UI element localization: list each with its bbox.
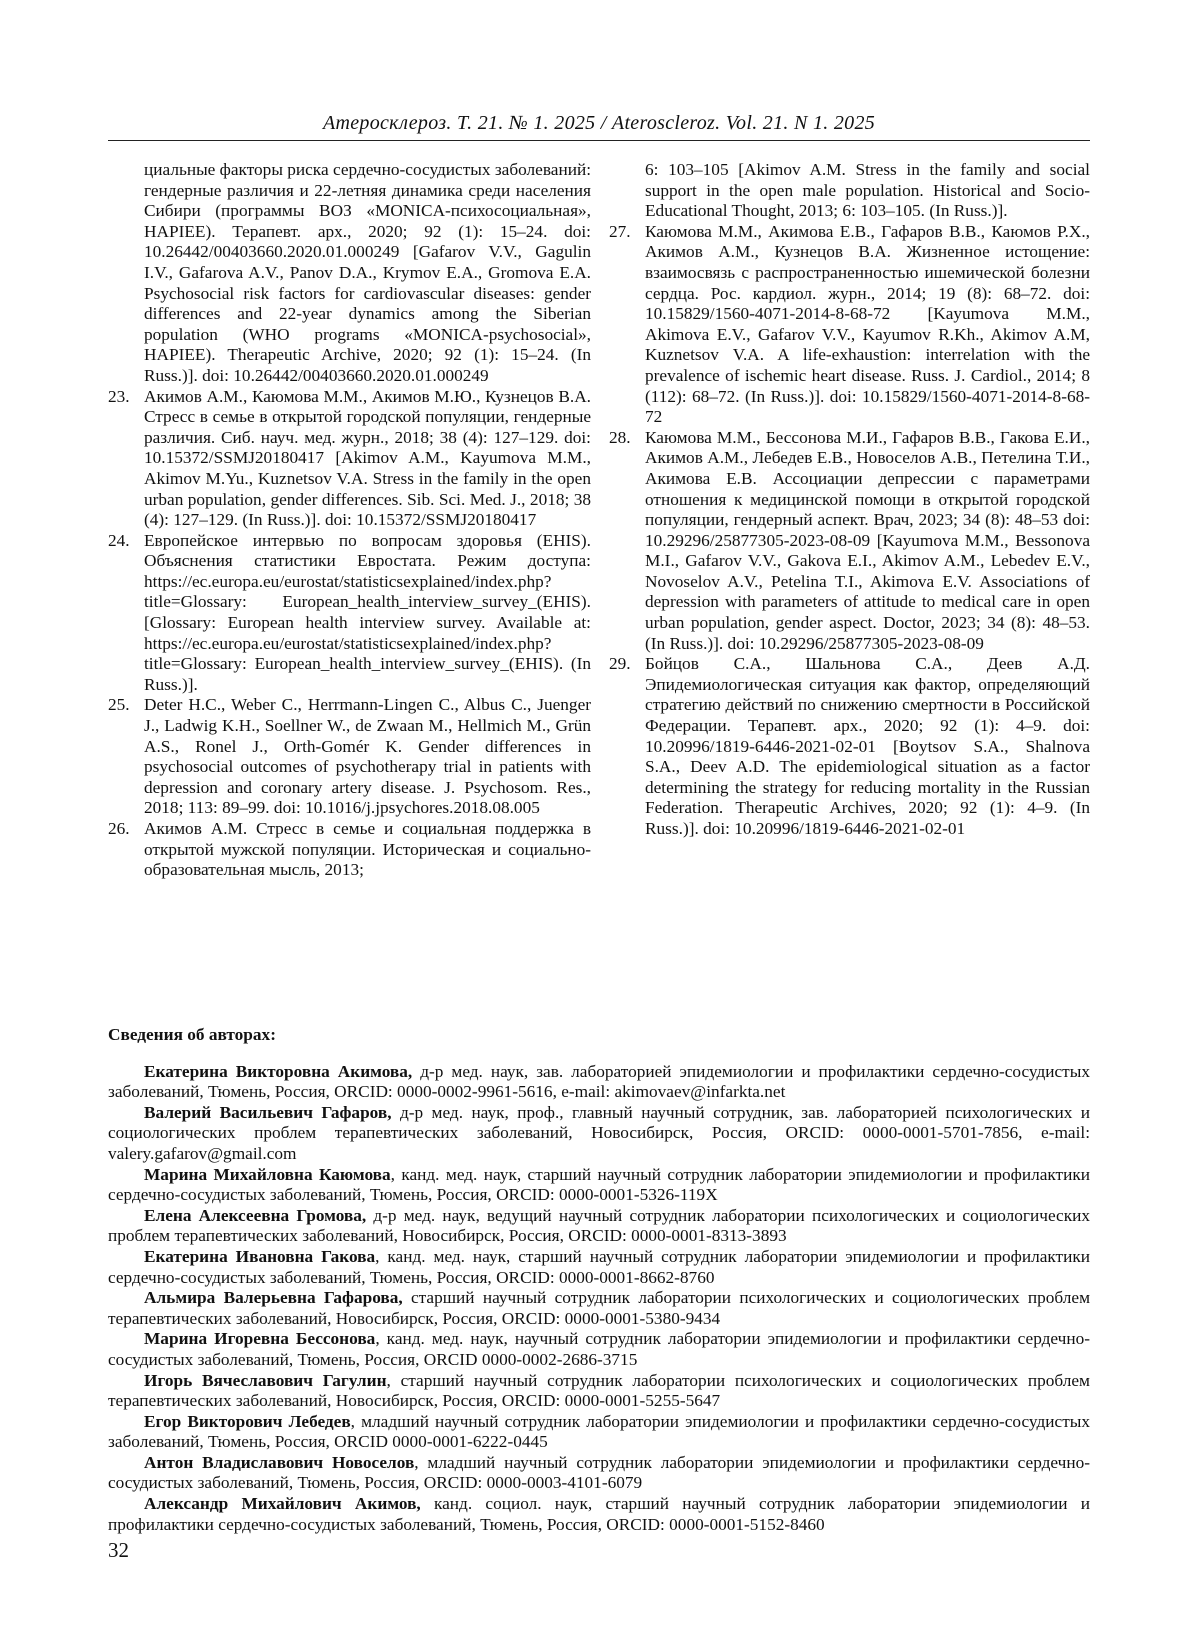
reference-text: 6: 103–105 [Akimov A.M. Stress in the family and social support in the open male population. Historical and Socio-Educational Thought, 2013; 6: 103–105. (In Russ.)]. xyxy=(645,160,1090,221)
author-details: , младший научный сотрудник лаборатории эпидемиологии и профилактики сердечно-сосудистых заболеваний, Тюмень, Россия, ORCID 0000-0001-6222-0445 xyxy=(108,1411,1090,1452)
author-entry xyxy=(108,1453,1090,1494)
author-entry xyxy=(108,1247,1090,1288)
author-name: Екатерина Ивановна Гакова xyxy=(144,1246,376,1266)
reference-item xyxy=(108,819,591,881)
author-details: , старший научный сотрудник лаборатории психологических и социологических проблем терапевтических заболеваний, Новосибирск, Россия, ORCID: 0000-0001-5255-5647 xyxy=(108,1370,1090,1411)
references-column-right xyxy=(609,160,1090,840)
author-entry xyxy=(108,1062,1090,1103)
author-details: , младший научный сотрудник лаборатории эпидемиологии и профилактики сердечно-сосудистых заболеваний, Тюмень, Россия, ORCID: 0000-0003-4101-6079 xyxy=(108,1452,1090,1493)
author-name: Екатерина Викторовна Акимова, xyxy=(144,1061,413,1081)
author-details: д-р мед. наук, зав. лабораторией эпидемиологии и профилактики сердечно-сосудистых заболеваний, Тюмень, Россия, ORCID: 0000-0002-9961-5616, e-mail: akimovaev@infarkta.net xyxy=(108,1061,1090,1102)
reference-item xyxy=(108,531,591,696)
page-number: 32 xyxy=(108,1538,129,1562)
author-details: , канд. мед. наук, старший научный сотрудник лаборатории эпидемиологии и профилактики сердечно-сосудистых заболеваний, Тюмень, Россия, ORCID: 0000-0001-8662-8760 xyxy=(108,1246,1091,1287)
author-name: Александр Михайлович Акимов, xyxy=(144,1494,421,1514)
reference-text: Акимов А.М., Каюмова М.М., Акимов М.Ю., Кузнецов В.А. Стресс в семье в открытой городской популяции, гендерные различия. Сиб. науч. мед. журн., 2018; 38 (4): 127–129. doi: 10.15372/SSMJ20180417 [Akimov A.M., Kayumova M.M., Akimov M.Yu., Kuznetsov V.A. Stress in the family in the open urban population, gender differences. Sib. Sci. Med. J., 2018; 38 (4): 127–129. (In Russ.)]. doi: 10.15372/SSMJ20180417 xyxy=(144,386,591,530)
author-details: канд. социол. наук, старший научный сотрудник лаборатории эпидемиологии и профилактики сердечно-сосудистых заболеваний, Тюмень, Россия, ORCID: 0000-0001-5152-8460 xyxy=(108,1494,1090,1534)
reference-number: 23. xyxy=(108,386,130,406)
reference-text: Акимов А.М. Стресс в семье и социальная поддержка в открытой мужской популяции. Историческая и социально-образовательная мысль, 2013; xyxy=(144,819,591,880)
reference-item xyxy=(108,695,591,819)
reference-item xyxy=(609,160,1090,222)
reference-item xyxy=(108,387,591,531)
reference-item xyxy=(609,222,1090,428)
author-entry xyxy=(108,1288,1090,1329)
author-entry xyxy=(108,1206,1090,1247)
author-entry xyxy=(108,1371,1090,1412)
author-details: , канд. мед. наук, научный сотрудник лаборатории эпидемиологии и профилактики сердечно-сосудистых заболеваний, Тюмень, Россия, ORCID 0000-0002-2686-3715 xyxy=(108,1329,1090,1369)
author-details: , канд. мед. наук, старший научный сотрудник лаборатории эпидемиологии и профилактики сердечно-сосудистых заболеваний, Тюмень, Россия, ORCID: 0000-0001-5326-119X xyxy=(108,1164,1090,1205)
author-entry xyxy=(108,1103,1090,1165)
reference-text: Deter H.C., Weber C., Herrmann-Lingen C., Albus C., Juenger J., Ladwig K.H., Soellner W., de Zwaan M., Hellmich M., Grün A.S., Ronel J., Orth-Gomér K. Gender differences in psychosocial outcomes of psychotherapy trial in patients with depression and coronary artery disease. J. Psychosom. Res., 2018; 113: 89–99. doi: 10.1016/j.jpsychores.2018.08.005 xyxy=(144,695,591,818)
author-name: Марина Михайловна Каюмова xyxy=(144,1164,391,1184)
author-name: Альмира Валерьевна Гафарова, xyxy=(144,1288,403,1308)
reference-number: 28. xyxy=(609,427,631,447)
header-rule xyxy=(108,140,1090,141)
reference-item xyxy=(609,428,1090,655)
author-name: Марина Игоревна Бессонова xyxy=(144,1329,376,1349)
references-column-left xyxy=(108,160,591,881)
running-header: Атеросклероз. Т. 21. № 1. 2025 / Ateroscleroz. Vol. 21. N 1. 2025 xyxy=(322,112,876,134)
author-details: д-р мед. наук, ведущий научный сотрудник лаборатории психологических и социологических проблем терапевтических заболеваний, Новосибирск, Россия, ORCID: 0000-0001-8313-3893 xyxy=(108,1205,1090,1246)
author-name: Антон Владиславович Новоселов xyxy=(144,1452,415,1472)
author-entry xyxy=(108,1412,1090,1453)
author-name: Егор Викторович Лебедев xyxy=(144,1411,351,1431)
reference-text: циальные факторы риска сердечно-сосудистых заболеваний: гендерные различия и 22-летняя динамика среди населения Сибири (программы ВОЗ «MONICA-психосоциальная», HAPIEE). Терапевт. арх., 2020; 92 (1): 15–24. doi: 10.26442/00403660.2020.01.000249 [Gafarov V.V., Gagulin I.V., Gafarova A.V., Panov D.A., Krymov E.A., Gromova E.A. Psychosocial risk factors for cardiovascular diseases: gender differences and 22-year dynamics among the Siberian population (WHO programs «MONICA-psychosocial», HAPIEE). Therapeutic Archive, 2020; 92 (1): 15–24. (In Russ.)]. doi: 10.26442/00403660.2020.01.000249 xyxy=(144,160,591,385)
authors-heading: Сведения об авторах: xyxy=(108,1025,276,1044)
authors-section xyxy=(108,1025,1090,1535)
reference-number: 29. xyxy=(609,654,631,674)
author-entry xyxy=(108,1329,1090,1370)
author-details: д-р мед. наук, проф., главный научный сотрудник, зав. лабораторией психологических и социологических проблем терапевтических заболеваний, Новосибирск, Россия, ORCID: 0000-0001-5701-7856, e-mail: valery.gafarov@gmail.com xyxy=(108,1102,1091,1163)
author-entry xyxy=(108,1494,1090,1535)
reference-number: 27. xyxy=(609,221,631,241)
author-name: Игорь Вячеславович Гагулин xyxy=(144,1370,387,1390)
reference-text: Европейское интервью по вопросам здоровья (EHIS). Объяснения статистики Евростата. Режим доступа: https://ec.europa.eu/eurostat/statisticsexplained/index.php?title=Glossary: European_health_interview_survey_(EHIS). [Glossary: European health interview survey. Available at: https://ec.europa.eu/eurostat/statisticsexplained/index.php?title=Glossary: European_health_interview_survey_(EHIS). (In Russ.)]. xyxy=(144,530,591,694)
reference-number: 24. xyxy=(108,530,130,550)
reference-number: 26. xyxy=(108,819,130,838)
author-details: старший научный сотрудник лаборатории психологических и социологических проблем терапевтических заболеваний, Новосибирск, Россия, ORCID: 0000-0001-5380-9434 xyxy=(108,1288,1091,1328)
author-entry xyxy=(108,1165,1090,1206)
reference-number: 25. xyxy=(108,695,130,715)
reference-text: Каюмова М.М., Бессонова М.И., Гафаров В.В., Гакова Е.И., Акимов А.М., Лебедев Е.В., Новоселов А.В., Петелина Т.И., Акимова Е.В. Ассоциации депрессии с параметрами отношения к медицинской помощи в открытой городской популяции, гендерный аспект. Врач, 2023; 34 (8): 48–53 doi: 10.29296/25877305-2023-08-09 [Kayumova M.M., Bessonova M.I., Gafarov V.V., Gakova E.I., Akimov A.M., Lebedev E.V., Novoselov A.V., Petelina T.I., Akimova E.V. Associations of depression with parameters of attitude to medical care in open urban population, gender aspect. Doctor, 2023; 34 (8): 48–53. (In Russ.)]. doi: 10.29296/25877305-2023-08-09 xyxy=(645,427,1090,653)
reference-text: Бойцов С.А., Шальнова С.А., Деев А.Д. Эпидемиологическая ситуация как фактор, определяющий стратегию действий по снижению смертности в Российской Федерации. Терапевт. арх., 2020; 92 (1): 4–9. doi: 10.20996/1819-6446-2021-02-01 [Boytsov S.A., Shalnova S.A., Deev A.D. The epidemiological situation as a factor determining the strategy for reducing mortality in the Russian Federation. Therapeutic Archives, 2020; 92 (1): 4–9. (In Russ.)]. doi: 10.20996/1819-6446-2021-02-01 xyxy=(645,654,1090,838)
author-name: Валерий Васильевич Гафаров, xyxy=(144,1102,392,1122)
reference-text: Каюмова М.М., Акимова Е.В., Гафаров В.В., Каюмов Р.Х., Акимов А.М., Кузнецов В.А. Жизненное истощение: взаимосвязь с распространенностью ишемической болезни сердца. Рос. кардиол. журн., 2014; 19 (8): 68–72. doi: 10.15829/1560-4071-2014-8-68-72 [Kayumova M.M., Akimova E.V., Gafarov V.V., Kayumov R.Kh., Akimov A.M, Kuznetsov V.A. A life-exhaustion: interrelation with the prevalence of ischemic heart disease. Russ. J. Cardiol., 2014; 8 (112): 68–72. (In Russ.)]. doi: 10.15829/1560-4071-2014-8-68-72 xyxy=(645,221,1090,427)
author-name: Елена Алексеевна Громова, xyxy=(144,1205,367,1225)
reference-item xyxy=(609,654,1090,839)
reference-item xyxy=(108,160,591,387)
